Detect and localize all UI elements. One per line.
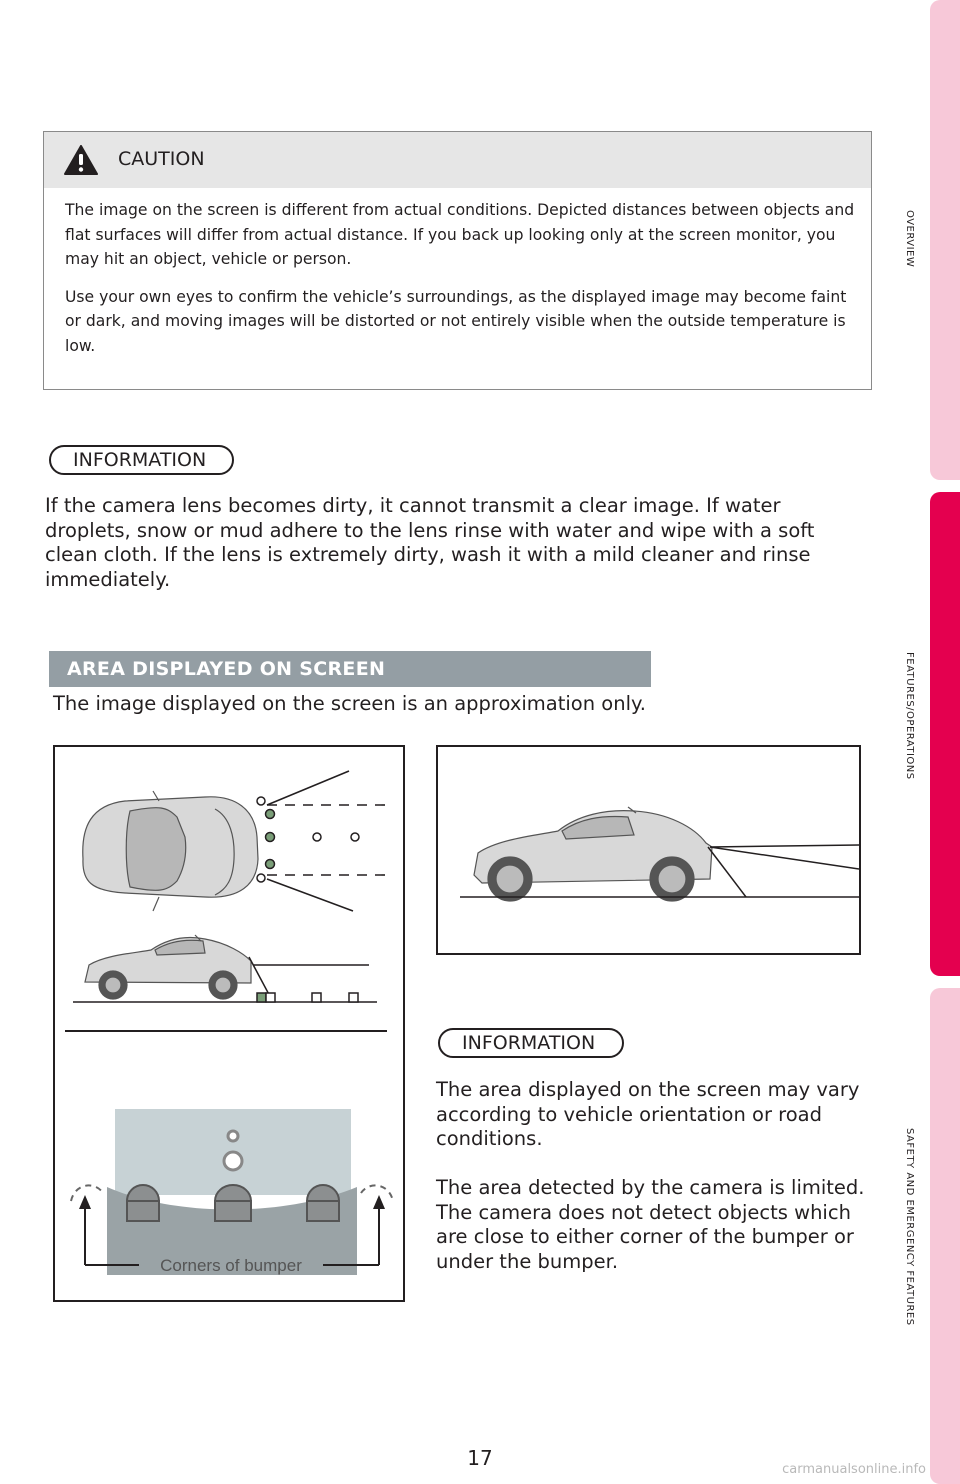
car-top-view [83, 791, 258, 911]
tab-overview[interactable] [930, 0, 960, 480]
caution-title: CAUTION [118, 148, 205, 170]
caution-header [44, 132, 871, 188]
camera-side-figure [436, 745, 861, 955]
section-header [49, 651, 651, 687]
information-label: INFORMATION [438, 1028, 624, 1058]
section-title: AREA DISPLAYED ON SCREEN [67, 658, 386, 680]
camera-area-illustration [55, 747, 403, 1300]
car-side-view-large [474, 807, 712, 901]
section-subtitle: The image displayed on the screen is an approximation only. [53, 692, 646, 715]
warning-icon [64, 145, 98, 175]
caution-text [65, 198, 855, 371]
information-text-2 [436, 1078, 876, 1299]
information-text: If the camera lens becomes dirty, it cannot transmit a clear image. If water droplets, snow or mud adhere to the lens rinse with water and wipe with a soft clean cloth. If the lens is extremely dirty, wash it with a mild cleaner and rinse immediately. [45, 494, 815, 591]
caution-paragraph: The image on the screen is different from actual conditions. Depicted distances between objects and flat surfaces will differ from actual distance. If you back up looking only at the screen monitor, you may hit an object, vehicle or person. [65, 201, 855, 268]
caution-paragraph: Use your own eyes to confirm the vehicle’s surroundings, as the displayed image may become faint or dark, and moving images will be distorted or not entirely visible when the outside temperature is low. [65, 287, 847, 355]
information-paragraph: The area detected by the camera is limited. The camera does not detect objects which are close to either corner of the bumper or under the bumper. [436, 1176, 865, 1273]
tab-safety-emergency[interactable] [930, 988, 960, 1484]
tab-features-operations[interactable] [930, 492, 960, 976]
information-label: INFORMATION [49, 445, 234, 475]
watermark: carmanualsonline.info [782, 1462, 926, 1477]
marker-circles [257, 797, 359, 882]
camera-side-illustration [438, 747, 859, 953]
page-number: 17 [467, 1446, 493, 1470]
caution-box [43, 131, 872, 390]
view-lines [267, 771, 387, 911]
bumper-label: Corners of bumper [160, 1256, 302, 1275]
information-paragraph: The area displayed on the screen may vary according to vehicle orientation or road conditions. [436, 1078, 860, 1150]
screen-view [71, 1109, 393, 1275]
tab-label-features: FEATURES/OPERATIONS [904, 652, 915, 780]
tab-label-safety: SAFETY AND EMERGENCY FEATURES [904, 1128, 915, 1326]
camera-area-figure [53, 745, 405, 1302]
tab-label-overview: OVERVIEW [904, 210, 915, 268]
side-markers [257, 993, 358, 1002]
car-side-view-small [85, 935, 251, 999]
